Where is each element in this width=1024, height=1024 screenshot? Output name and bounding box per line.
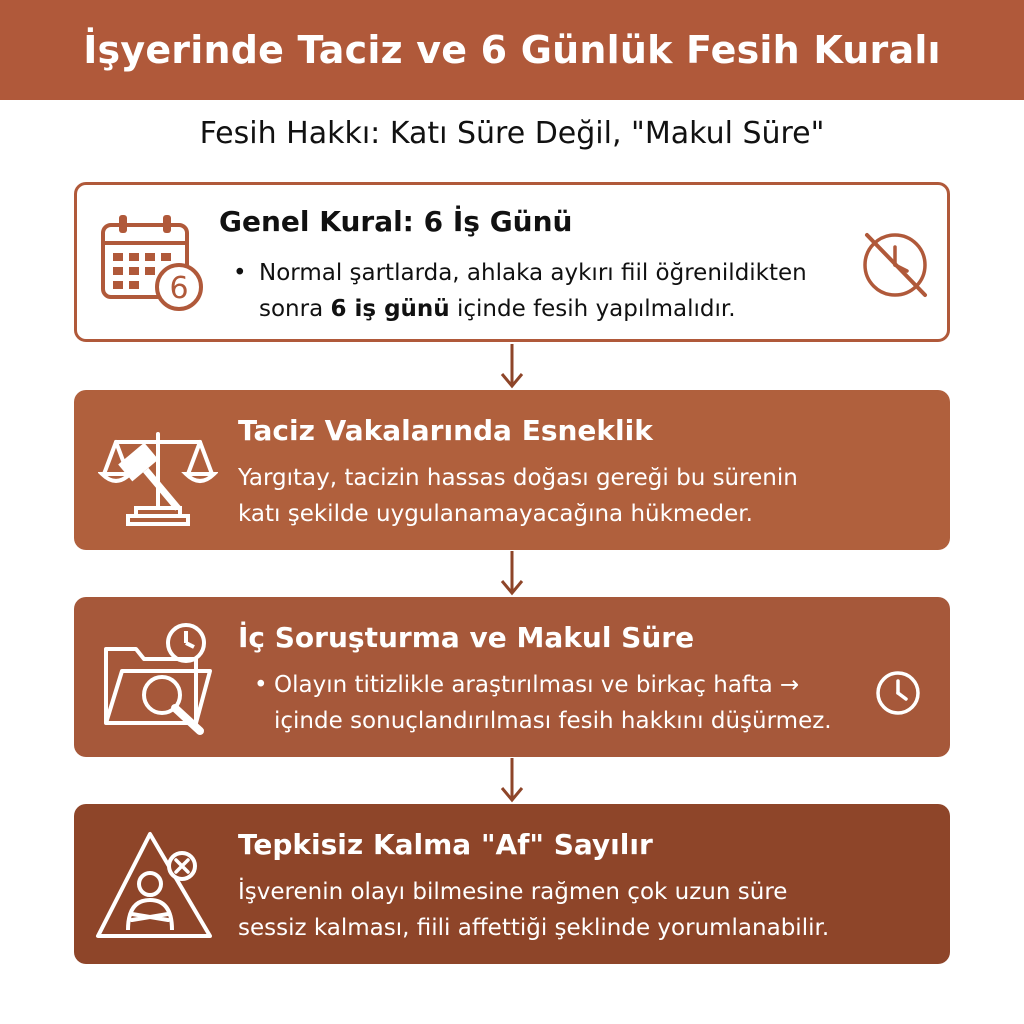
- down-arrow-icon: [498, 551, 526, 597]
- body-line-1: Yargıtay, tacizin hassas doğası gereği bu sürenin: [238, 465, 798, 491]
- no-clock-icon: [855, 223, 935, 303]
- silence-forgiveness-card: [74, 804, 950, 964]
- card-body-investigation: [254, 667, 934, 739]
- card-body-general-rule: [233, 255, 873, 327]
- body-line-1: İşverenin olayı bilmesine rağmen çok uzun süre: [238, 879, 788, 905]
- general-rule-card: [74, 182, 950, 342]
- card-title-flexibility: Taciz Vakalarında Esneklik: [238, 414, 653, 447]
- card-title-investigation: İç Soruşturma ve Makul Süre: [238, 621, 695, 654]
- down-arrow-icon: [498, 344, 526, 390]
- bullet: •: [254, 672, 268, 698]
- card-body-flexibility: [238, 460, 918, 532]
- subtitle: Fesih Hakkı: Katı Süre Değil, "Makul Süre": [199, 116, 825, 151]
- folder-search-clock-icon: [100, 619, 220, 739]
- card-title-silence: Tepkisiz Kalma "Af" Sayılır: [238, 828, 653, 861]
- calendar-icon: [99, 211, 209, 311]
- bullet: •: [233, 260, 247, 286]
- body-line-1: Olayın titizlikle araştırılması ve birkaç hafta →: [274, 672, 800, 698]
- harassment-flexibility-card: [74, 390, 950, 550]
- header-banner: [0, 0, 1024, 100]
- law-scale-gavel-icon: [98, 412, 218, 532]
- card-body-silence: [238, 874, 928, 946]
- investigation-card: [74, 597, 950, 757]
- calendar-number: 6: [169, 271, 189, 306]
- body-line-2: sonra 6 iş günü içinde fesih yapılmalıdır.: [259, 296, 736, 322]
- warning-person-icon: [94, 826, 220, 944]
- body-line-2: içinde sonuçlandırılması fesih hakkını düşürmez.: [274, 708, 832, 734]
- page-title: İşyerinde Taciz ve 6 Günlük Fesih Kuralı: [83, 28, 941, 72]
- body-line-2: katı şekilde uygulanamayacağına hükmeder.: [238, 501, 753, 527]
- down-arrow-icon: [498, 758, 526, 804]
- body-line-1: Normal şartlarda, ahlaka aykırı fiil öğrenildikten: [259, 260, 807, 286]
- body-line-2: sessiz kalması, fiili affettiği şeklinde yorumlanabilir.: [238, 915, 830, 941]
- card-title-general-rule: Genel Kural: 6 İş Günü: [219, 205, 573, 238]
- clock-icon: [874, 669, 922, 717]
